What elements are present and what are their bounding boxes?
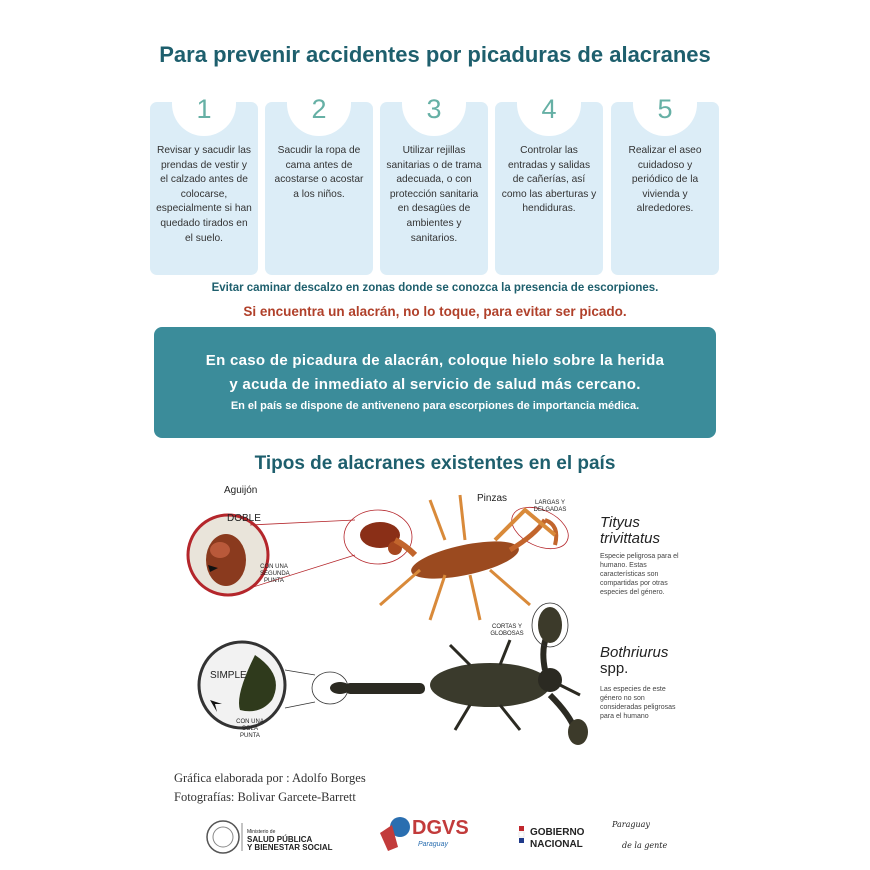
label-simple: SIMPLE <box>210 670 247 681</box>
species1-description: Especie peligrosa para el humano. Estas características son compartidas por otras especies del género. <box>600 553 679 596</box>
step-card-4 <box>495 94 603 275</box>
tityus-scorpion-icon <box>360 495 556 620</box>
do-not-touch-warning: Si encuentra un alacrán, no lo toque, para evitar ser picado. <box>243 304 627 319</box>
label-largas: LARGAS Y DELGADAS <box>533 500 567 513</box>
credit-photos: Fotografías: Bolivar Garcete-Barrett <box>174 790 356 804</box>
flag-icon <box>519 826 524 831</box>
species2-name: Bothriurus spp. <box>600 644 669 677</box>
step-card-5 <box>611 94 719 275</box>
label-cortas: CORTAS Y GLOBOSAS <box>490 624 524 637</box>
step-number: 3 <box>426 94 442 124</box>
step-text: Sacudir la ropa de cama antes de acostarse o acostar a los niños. <box>274 145 364 200</box>
paraguay-logo-line2: de la gente <box>622 841 668 850</box>
logo-footer <box>0 815 870 860</box>
step-number: 5 <box>657 94 673 124</box>
ministry-small: Ministerio de <box>247 829 276 835</box>
first-aid-banner <box>154 327 716 438</box>
gobierno-line2: NACIONAL <box>530 839 583 850</box>
step-number: 4 <box>541 94 557 124</box>
dgvs-logo-text: DGVS <box>412 817 469 839</box>
banner-line-1: En caso de picadura de alacrán, coloque hielo sobre la herida <box>205 352 665 369</box>
paraguay-logo-line1: Paraguay <box>612 820 650 829</box>
gobierno-line1: GOBIERNO <box>530 827 585 838</box>
step-text: Realizar el aseo cuidadoso y periódico de la vivienda y alrededores. <box>628 145 702 215</box>
step-number: 1 <box>196 94 212 124</box>
label-doble: DOBLE <box>227 513 261 524</box>
step-card-2 <box>265 94 373 275</box>
dgvs-sub: Paraguay <box>418 841 448 848</box>
scorpion-illustration <box>180 480 710 770</box>
prevention-steps <box>150 94 722 277</box>
barefoot-notice: Evitar caminar descalzo en zonas donde se conozca la presencia de escorpiones. <box>211 282 659 294</box>
page-title: Para prevenir accidentes por picaduras de alacranes <box>159 42 711 67</box>
species1-name: Tityus trivittatus <box>600 514 661 547</box>
ministry-line2: Y BIENESTAR SOCIAL <box>247 843 333 852</box>
label-aguijon: Aguijón <box>224 485 258 496</box>
bothriurus-scorpion-icon <box>330 607 588 745</box>
section-title: Tipos de alacranes existentes en el país <box>254 453 616 474</box>
label-doble-note: CON UNA SEGUNDA PUNTA <box>260 564 290 584</box>
step-text: Revisar y sacudir las prendas de vestir y el calzado antes de colocarse, especialmente si han quedado tirados en el suelo. <box>156 145 252 244</box>
step-text: Utilizar rejillas sanitarias o de trama adecuada, o con protección sanitaria en desagües de ambientes y sanitarios. <box>386 145 482 244</box>
label-pinzas: Pinzas <box>477 493 508 504</box>
ministry-line1: SALUD PÚBLICA <box>247 835 313 844</box>
banner-line-2: y acuda de inmediato al servicio de salud más cercano. <box>229 376 641 393</box>
step-card-3 <box>380 94 488 275</box>
step-text: Controlar las entradas y salidas de cañerías, así como las aberturas y hendiduras. <box>501 145 597 215</box>
label-simple-note: CON UNA SOLA PUNTA <box>236 719 264 739</box>
antivenom-note: En el país se dispone de antiveneno para escorpiones de importancia médica. <box>230 400 640 412</box>
credit-graphic: Gráfica elaborada por : Adolfo Borges <box>174 771 366 785</box>
step-card-1 <box>150 94 258 275</box>
step-number: 2 <box>311 94 327 124</box>
sting-doble-icon <box>206 534 246 586</box>
species2-description: Las especies de este género no son consideradas peligrosas para el humano <box>600 686 676 720</box>
